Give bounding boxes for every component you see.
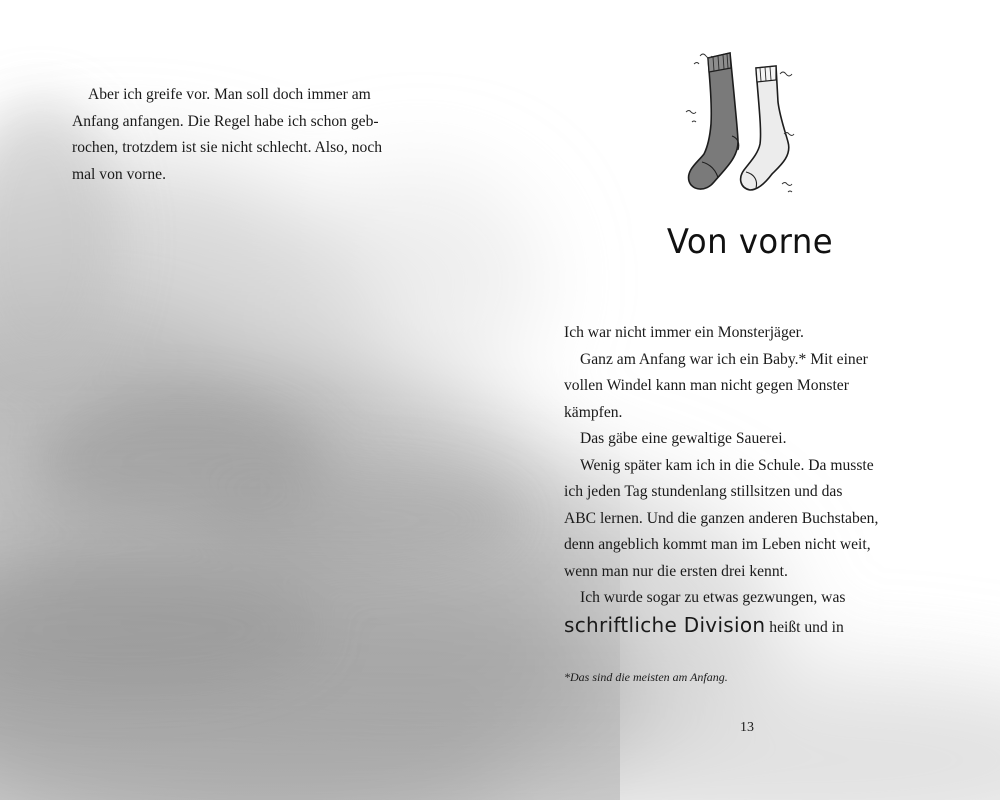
text-line-emphasis	[564, 612, 954, 642]
text-line: Ich wurde sogar zu etwas gezwungen, was	[580, 589, 846, 606]
socks-illustration	[680, 46, 800, 196]
text-line: Das gäbe eine gewaltige Sauerei.	[580, 430, 787, 447]
text-line: rochen, trotzdem ist sie nicht schlecht. Also, noch	[72, 139, 383, 156]
emphasized-phrase: schriftliche Division	[564, 612, 766, 637]
footnote: *Das sind die meisten am Anfang.	[564, 670, 728, 684]
text-line: Ganz am Anfang war ich ein Baby.* Mit einer	[580, 350, 868, 368]
text-line: Aber ich greife vor. Man soll doch immer am	[88, 86, 371, 103]
text-line: ABC lernen. Und die ganzen anderen Buchstaben,	[564, 509, 879, 527]
left-page-text	[72, 82, 442, 188]
text-line: Anfang anfangen. Die Regel habe ich schon geb-	[72, 112, 379, 130]
right-page-text	[564, 320, 954, 641]
text-line: wenn man nur die ersten drei kennt.	[564, 562, 788, 580]
text-line: kämpfen.	[564, 403, 623, 421]
text-line: Ich war nicht immer ein Monsterjäger.	[564, 324, 804, 341]
text-line: mal von vorne.	[72, 165, 166, 183]
text-line: vollen Windel kann man nicht gegen Monster	[564, 377, 849, 394]
text-line-rest: heißt und in	[765, 618, 844, 636]
text-line: denn angeblich kommt man im Leben nicht weit,	[564, 536, 871, 553]
page-number: 13	[740, 720, 754, 735]
text-line: ich jeden Tag stundenlang stillsitzen und das	[564, 483, 843, 500]
chapter-title: Von vorne	[666, 222, 834, 262]
text-line: Wenig später kam ich in die Schule. Da musste	[580, 456, 874, 474]
